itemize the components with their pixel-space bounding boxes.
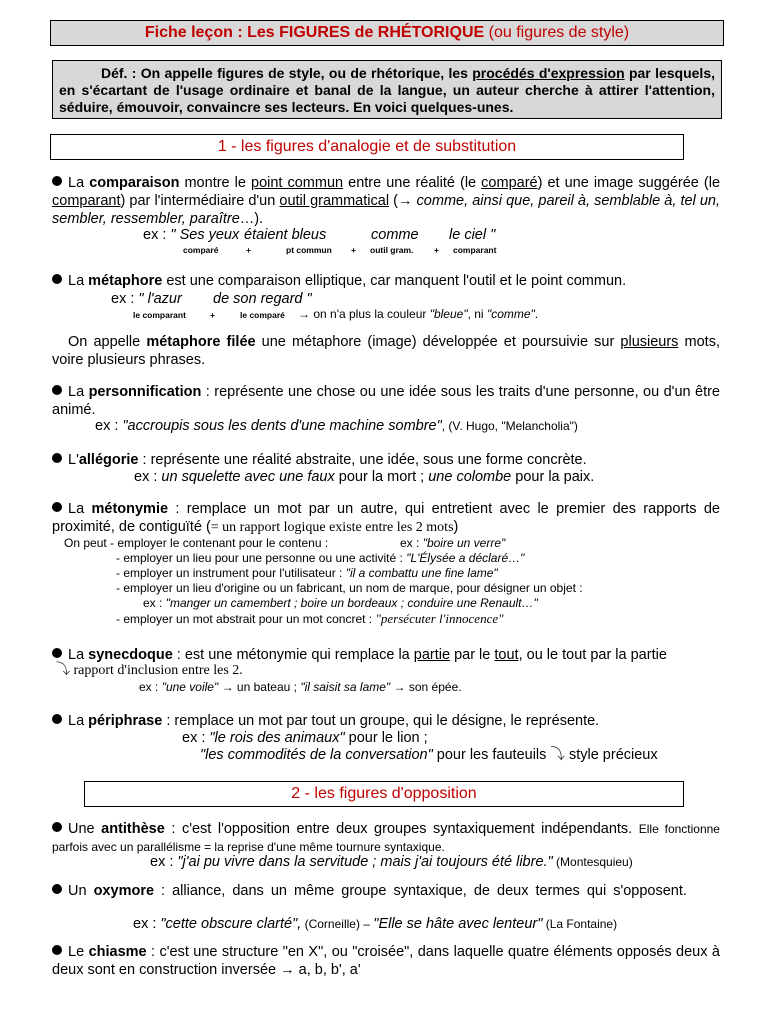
periphrase-example-2: "les commodités de la conversation" pour les fauteuils ⤵ style précieux <box>200 747 658 763</box>
oxymore-paragraph: Un oxymore : alliance, dans un même groupe syntaxique, de deux termes qui s'opposent. <box>52 882 720 900</box>
bullet-icon <box>52 176 62 186</box>
section-1-title <box>50 134 684 160</box>
bullet-icon <box>52 884 62 894</box>
metonymie-line-1-ex: ex : "boire un verre" <box>400 536 506 550</box>
comparaison-ex-3: comme <box>371 227 419 243</box>
annotation: comparant <box>453 245 497 255</box>
section-1-label: 1 - les figures d'analogie et de substitution <box>217 138 517 155</box>
comparaison-example: ex : " Ses yeux <box>143 227 240 243</box>
section-2-label: 2 - les figures d'opposition <box>291 785 477 802</box>
bullet-icon <box>52 453 62 463</box>
annotation: le comparant <box>133 310 186 320</box>
metaphore-note: → on n'a plus la couleur "bleue", ni "comme". <box>298 307 539 321</box>
comparaison-paragraph: La comparaison montre le point commun entre une réalité (le comparé) et une image suggérée (le comparant) par l'intermédiaire d'un outil grammatical (→ comme, ainsi que, pareil à, semblable à, tel un, sembler, ressembler, paraître…). <box>52 175 721 227</box>
periphrase-example-1: ex : "le rois des animaux" pour le lion ; <box>182 730 428 746</box>
annotation: le comparé <box>240 310 285 320</box>
definition-underline: procédés d'expression <box>472 65 625 81</box>
synecdoque-paragraph: La synecdoque : est une métonymie qui remplace la partie par le tout, ou le tout par la partie <box>52 646 667 664</box>
chiasme-paragraph: Le chiasme : c'est une structure "en X", ou "croisée", dans laquelle quatre éléments opposés deux à deux sont en construction inversée → a, b, b', a' <box>52 944 720 978</box>
annotation: + <box>351 245 356 255</box>
bullet-icon <box>52 274 62 284</box>
annotation: + <box>246 245 251 255</box>
annotation: outil gram. <box>370 245 414 255</box>
title-paren: (ou figures de style) <box>488 24 630 41</box>
allegorie-example: ex : un squelette avec une faux pour la mort ; une colombe pour la paix. <box>134 469 595 485</box>
metonymie-line-2: - employer un lieu pour une personne ou une activité : "L'Élysée a déclaré…" <box>116 551 525 565</box>
allegorie-paragraph: L'allégorie : représente une réalité abstraite, une idée, sous une forme concrète. <box>52 451 587 469</box>
definition-box <box>52 60 722 119</box>
synecdoque-note: ⤵ rapport d'inclusion entre les 2. <box>56 663 243 678</box>
personnification-example: ex : "accroupis sous les dents d'une machine sombre", (V. Hugo, "Melancholia") <box>95 418 578 434</box>
metaphore-paragraph: La métaphore est une comparaison elliptique, car manquent l'outil et le point commun. <box>52 272 626 290</box>
antithese-example: ex : "j'ai pu vivre dans la servitude ; mais j'ai toujours été libre." (Montesquieu) <box>150 854 633 870</box>
page-title <box>50 20 724 46</box>
synecdoque-example: ex : "une voile" → un bateau ; "il saisit sa lame" → son épée. <box>139 680 462 694</box>
metonymie-line-5: ex : "manger un camembert ; boire un bordeaux ; conduire une Renault…" <box>143 596 538 610</box>
metaphore-example: ex : " l'azur <box>111 291 182 307</box>
comparaison-ex-2: étaient bleus <box>244 227 327 243</box>
metonymie-line-3: - employer un instrument pour l'utilisateur : "il a combattu une fine lame" <box>116 566 498 580</box>
personnification-paragraph: La personnification : représente une chose ou une idée sous les traits d'une personne, ou d'un être animé. <box>52 384 720 418</box>
metonymie-line-4: - employer un lieu d'origine ou un fabricant, un nom de marque, pour désigner un objet : <box>116 581 583 595</box>
annotation: + <box>210 310 215 320</box>
annotation: comparé <box>183 245 219 255</box>
annotation: + <box>434 245 439 255</box>
annotation: pt commun <box>286 245 332 255</box>
oxymore-example: ex : "cette obscure clarté", (Corneille) – "Elle se hâte avec lenteur" (La Fontaine) <box>133 916 618 932</box>
definition-text-end: par lesquels, en s'écartant de l'usage ordinaire et banal de la langue, un auteur cherche à attirer l'attention, séduire, émouvoir, convaincre ses lecteurs. En voici quelques-unes. <box>59 65 716 115</box>
bullet-icon <box>52 648 62 658</box>
bullet-icon <box>52 945 62 955</box>
periphrase-paragraph: La périphrase : remplace un mot par tout un groupe, qui le désigne, le représente. <box>52 712 599 730</box>
bullet-icon <box>52 385 62 395</box>
section-2-title <box>84 781 684 807</box>
antithese-paragraph: Une antithèse : c'est l'opposition entre deux groupes syntaxiquement indépendants. Elle fonctionne parfois avec un parallélisme = la reprise d'une même tournure syntaxique. <box>52 821 720 854</box>
metonymie-line-1: On peut - employer le contenant pour le contenu : <box>64 536 329 550</box>
bullet-icon <box>52 822 62 832</box>
bullet-icon <box>52 714 62 724</box>
title-main: Fiche leçon : Les FIGURES de RHÉTORIQUE <box>144 24 485 41</box>
metaphore-ex-2: de son regard " <box>213 291 312 307</box>
metaphore-filee-paragraph: On appelle métaphore filée une métaphore (image) développée et poursuivie sur plusieurs mots, voire plusieurs phrases. <box>52 334 720 368</box>
bullet-icon <box>52 502 62 512</box>
comparaison-ex-4: le ciel " <box>449 227 496 243</box>
metonymie-paragraph: La métonymie : remplace un mot par un autre, qui entretient avec le premier des rapports de proximité, de contiguïté (= un rapport logique existe entre les 2 mots) <box>52 501 720 535</box>
metonymie-line-6: - employer un mot abstrait pour un mot concret : "persécuter l'innocence" <box>116 611 504 626</box>
definition-text: Déf. : On appelle figures de style, ou de rhétorique, les <box>101 65 473 81</box>
